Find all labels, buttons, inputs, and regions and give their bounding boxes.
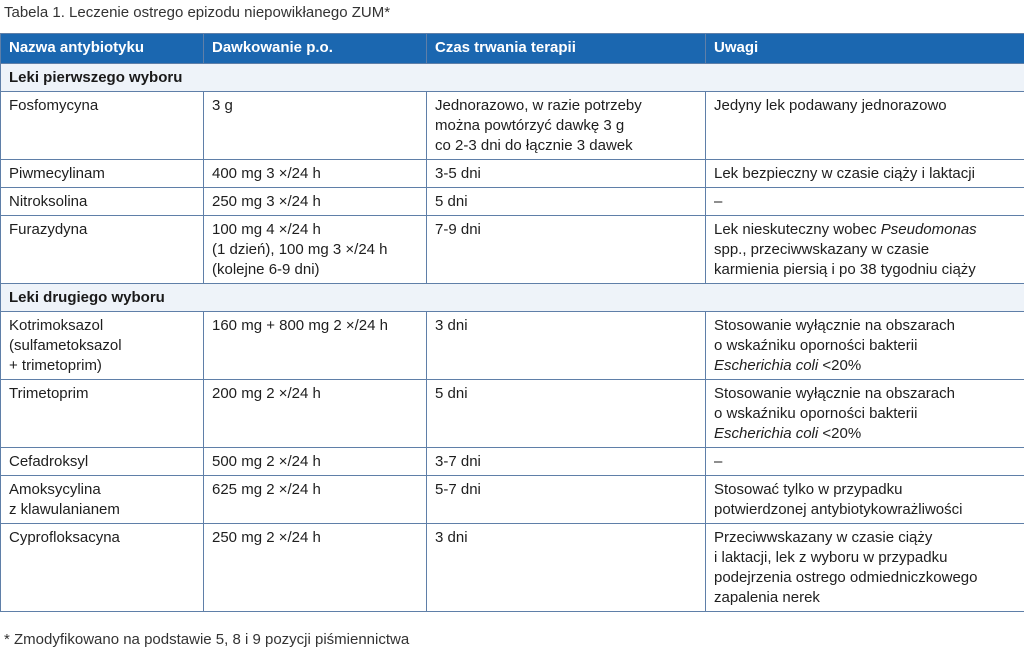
cell-line: Trimetoprim <box>9 385 89 402</box>
cell-line: (sulfametoksazol <box>9 337 122 354</box>
cell-therapy-duration <box>427 216 706 284</box>
header-therapy-duration: Czas trwania terapii <box>427 34 706 64</box>
table-row <box>1 216 1024 284</box>
note-text: zapalenia nerek <box>714 589 820 606</box>
table-row <box>1 448 1024 476</box>
cell-therapy-duration <box>427 448 706 476</box>
cell-notes <box>706 524 1024 612</box>
cell-oral-dosage <box>204 160 427 188</box>
section-row <box>1 284 1024 312</box>
cell-line: Nitroksolina <box>9 193 88 210</box>
table-row <box>1 476 1024 524</box>
note-text: o wskaźniku oporności bakterii <box>714 337 918 354</box>
cell-therapy-duration <box>427 476 706 524</box>
note-text: karmienia piersią i po 38 tygodniu ciąży <box>714 261 976 278</box>
italic-term: Escherichia coli <box>714 357 819 374</box>
header-notes: Uwagi <box>706 34 1024 64</box>
cell-therapy-duration <box>427 524 706 612</box>
note-text: Stosowanie wyłącznie na obszarach <box>714 317 955 334</box>
cell-antibiotic-name <box>1 160 204 188</box>
cell-line: 7-9 dni <box>435 221 481 238</box>
cell-oral-dosage <box>204 524 427 612</box>
note-text: Stosować tylko w przypadku <box>714 481 903 498</box>
cell-line: co 2-3 dni do łącznie 3 dawek <box>435 137 633 154</box>
cell-antibiotic-name <box>1 188 204 216</box>
cell-line <box>714 336 1016 356</box>
cell-line: Piwmecylinam <box>9 165 105 182</box>
cell-line <box>714 452 1016 472</box>
cell-antibiotic-name <box>1 524 204 612</box>
cell-antibiotic-name <box>1 476 204 524</box>
italic-term: Pseudomonas <box>880 221 977 238</box>
section-title: Leki drugiego wyboru <box>1 284 1024 312</box>
cell-line: + trimetoprim) <box>9 357 102 374</box>
cell-line <box>714 260 1016 280</box>
cell-notes <box>706 188 1024 216</box>
cell-therapy-duration <box>427 160 706 188</box>
cell-line <box>714 164 1016 184</box>
cell-oral-dosage <box>204 216 427 284</box>
cell-oral-dosage <box>204 476 427 524</box>
cell-line <box>714 356 1016 376</box>
table-row <box>1 380 1024 448</box>
cell-notes <box>706 216 1024 284</box>
cell-line: (1 dzień), 100 mg 3 ×/24 h <box>212 241 388 258</box>
cell-line: 625 mg 2 ×/24 h <box>212 481 321 498</box>
table-row <box>1 160 1024 188</box>
cell-oral-dosage <box>204 380 427 448</box>
table-row <box>1 524 1024 612</box>
cell-line <box>714 480 1016 500</box>
cell-line <box>714 548 1016 568</box>
cell-notes <box>706 160 1024 188</box>
cell-notes <box>706 476 1024 524</box>
note-text: i laktacji, lek z wyboru w przypadku <box>714 549 948 566</box>
cell-line: Fosfomycyna <box>9 97 99 114</box>
cell-line: 250 mg 2 ×/24 h <box>212 529 321 546</box>
cell-line: Furazydyna <box>9 221 88 238</box>
cell-notes <box>706 92 1024 160</box>
note-text: spp., przeciwwskazany w czasie <box>714 241 930 258</box>
cell-line <box>714 568 1016 588</box>
cell-antibiotic-name <box>1 312 204 380</box>
cell-notes <box>706 380 1024 448</box>
note-text: o wskaźniku oporności bakterii <box>714 405 918 422</box>
italic-term: Escherichia coli <box>714 425 819 442</box>
cell-line: 5 dni <box>435 385 468 402</box>
cell-line <box>714 384 1016 404</box>
cell-line <box>714 96 1016 116</box>
cell-line: 200 mg 2 ×/24 h <box>212 385 321 402</box>
note-text: <20% <box>818 425 862 442</box>
header-antibiotic-name: Nazwa antybiotyku <box>1 34 204 64</box>
cell-line <box>714 316 1016 336</box>
cell-line <box>714 404 1016 424</box>
table-body <box>1 64 1024 612</box>
note-text: – <box>714 193 723 210</box>
cell-line: 5-7 dni <box>435 481 481 498</box>
cell-oral-dosage <box>204 188 427 216</box>
section-row <box>1 64 1024 92</box>
cell-line <box>714 528 1016 548</box>
note-text: potwierdzonej antybiotykowrażliwości <box>714 501 963 518</box>
cell-antibiotic-name <box>1 448 204 476</box>
cell-line: 500 mg 2 ×/24 h <box>212 453 321 470</box>
table-row <box>1 188 1024 216</box>
note-text: – <box>714 453 723 470</box>
cell-antibiotic-name <box>1 92 204 160</box>
cell-line: 3-7 dni <box>435 453 481 470</box>
cell-line: z klawulanianem <box>9 501 120 518</box>
cell-line <box>714 588 1016 608</box>
cell-line: 100 mg 4 ×/24 h <box>212 221 321 238</box>
note-text: Stosowanie wyłącznie na obszarach <box>714 385 955 402</box>
cell-line: Jednorazowo, w razie potrzeby <box>435 97 642 114</box>
cell-line: 250 mg 3 ×/24 h <box>212 193 321 210</box>
cell-line: Amoksycylina <box>9 481 101 498</box>
cell-oral-dosage <box>204 92 427 160</box>
cell-therapy-duration <box>427 380 706 448</box>
cell-therapy-duration <box>427 188 706 216</box>
cell-oral-dosage <box>204 448 427 476</box>
section-title: Leki pierwszego wyboru <box>1 64 1024 92</box>
note-text: Jedyny lek podawany jednorazowo <box>714 97 947 114</box>
cell-line: (kolejne 6-9 dni) <box>212 261 320 278</box>
cell-line <box>714 424 1016 444</box>
cell-line: można powtórzyć dawkę 3 g <box>435 117 625 134</box>
cell-line: Cyprofloksacyna <box>9 529 120 546</box>
cell-therapy-duration <box>427 92 706 160</box>
cell-line: 3 dni <box>435 529 468 546</box>
header-oral-dosage: Dawkowanie p.o. <box>204 34 427 64</box>
cell-line <box>714 220 1016 240</box>
note-text: Lek bezpieczny w czasie ciąży i laktacji <box>714 165 975 182</box>
note-text: <20% <box>818 357 862 374</box>
antibiotics-table <box>0 33 1024 612</box>
cell-line: 3-5 dni <box>435 165 481 182</box>
cell-notes <box>706 448 1024 476</box>
cell-line: 5 dni <box>435 193 468 210</box>
cell-line <box>714 192 1016 212</box>
table-row <box>1 312 1024 380</box>
cell-oral-dosage <box>204 312 427 380</box>
note-text: Przeciwwskazany w czasie ciąży <box>714 529 933 546</box>
cell-notes <box>706 312 1024 380</box>
cell-line: 160 mg + 800 mg 2 ×/24 h <box>212 317 388 334</box>
cell-antibiotic-name <box>1 216 204 284</box>
cell-line: 3 g <box>212 97 233 114</box>
cell-line <box>714 240 1016 260</box>
cell-line <box>714 500 1016 520</box>
cell-line: 3 dni <box>435 317 468 334</box>
table-footnote: * Zmodyfikowano na podstawie 5, 8 i 9 pozycji piśmiennictwa <box>4 631 410 648</box>
cell-line: 400 mg 3 ×/24 h <box>212 165 321 182</box>
cell-line: Cefadroksyl <box>9 453 89 470</box>
note-text: Lek nieskuteczny wobec <box>714 221 881 238</box>
table-row <box>1 92 1024 160</box>
cell-line: Kotrimoksazol <box>9 317 104 334</box>
table-caption: Tabela 1. Leczenie ostrego epizodu niepowikłanego ZUM* <box>4 4 391 21</box>
cell-therapy-duration <box>427 312 706 380</box>
note-text: podejrzenia ostrego odmiedniczkowego <box>714 569 978 586</box>
table-header-row <box>1 34 1024 64</box>
cell-antibiotic-name <box>1 380 204 448</box>
